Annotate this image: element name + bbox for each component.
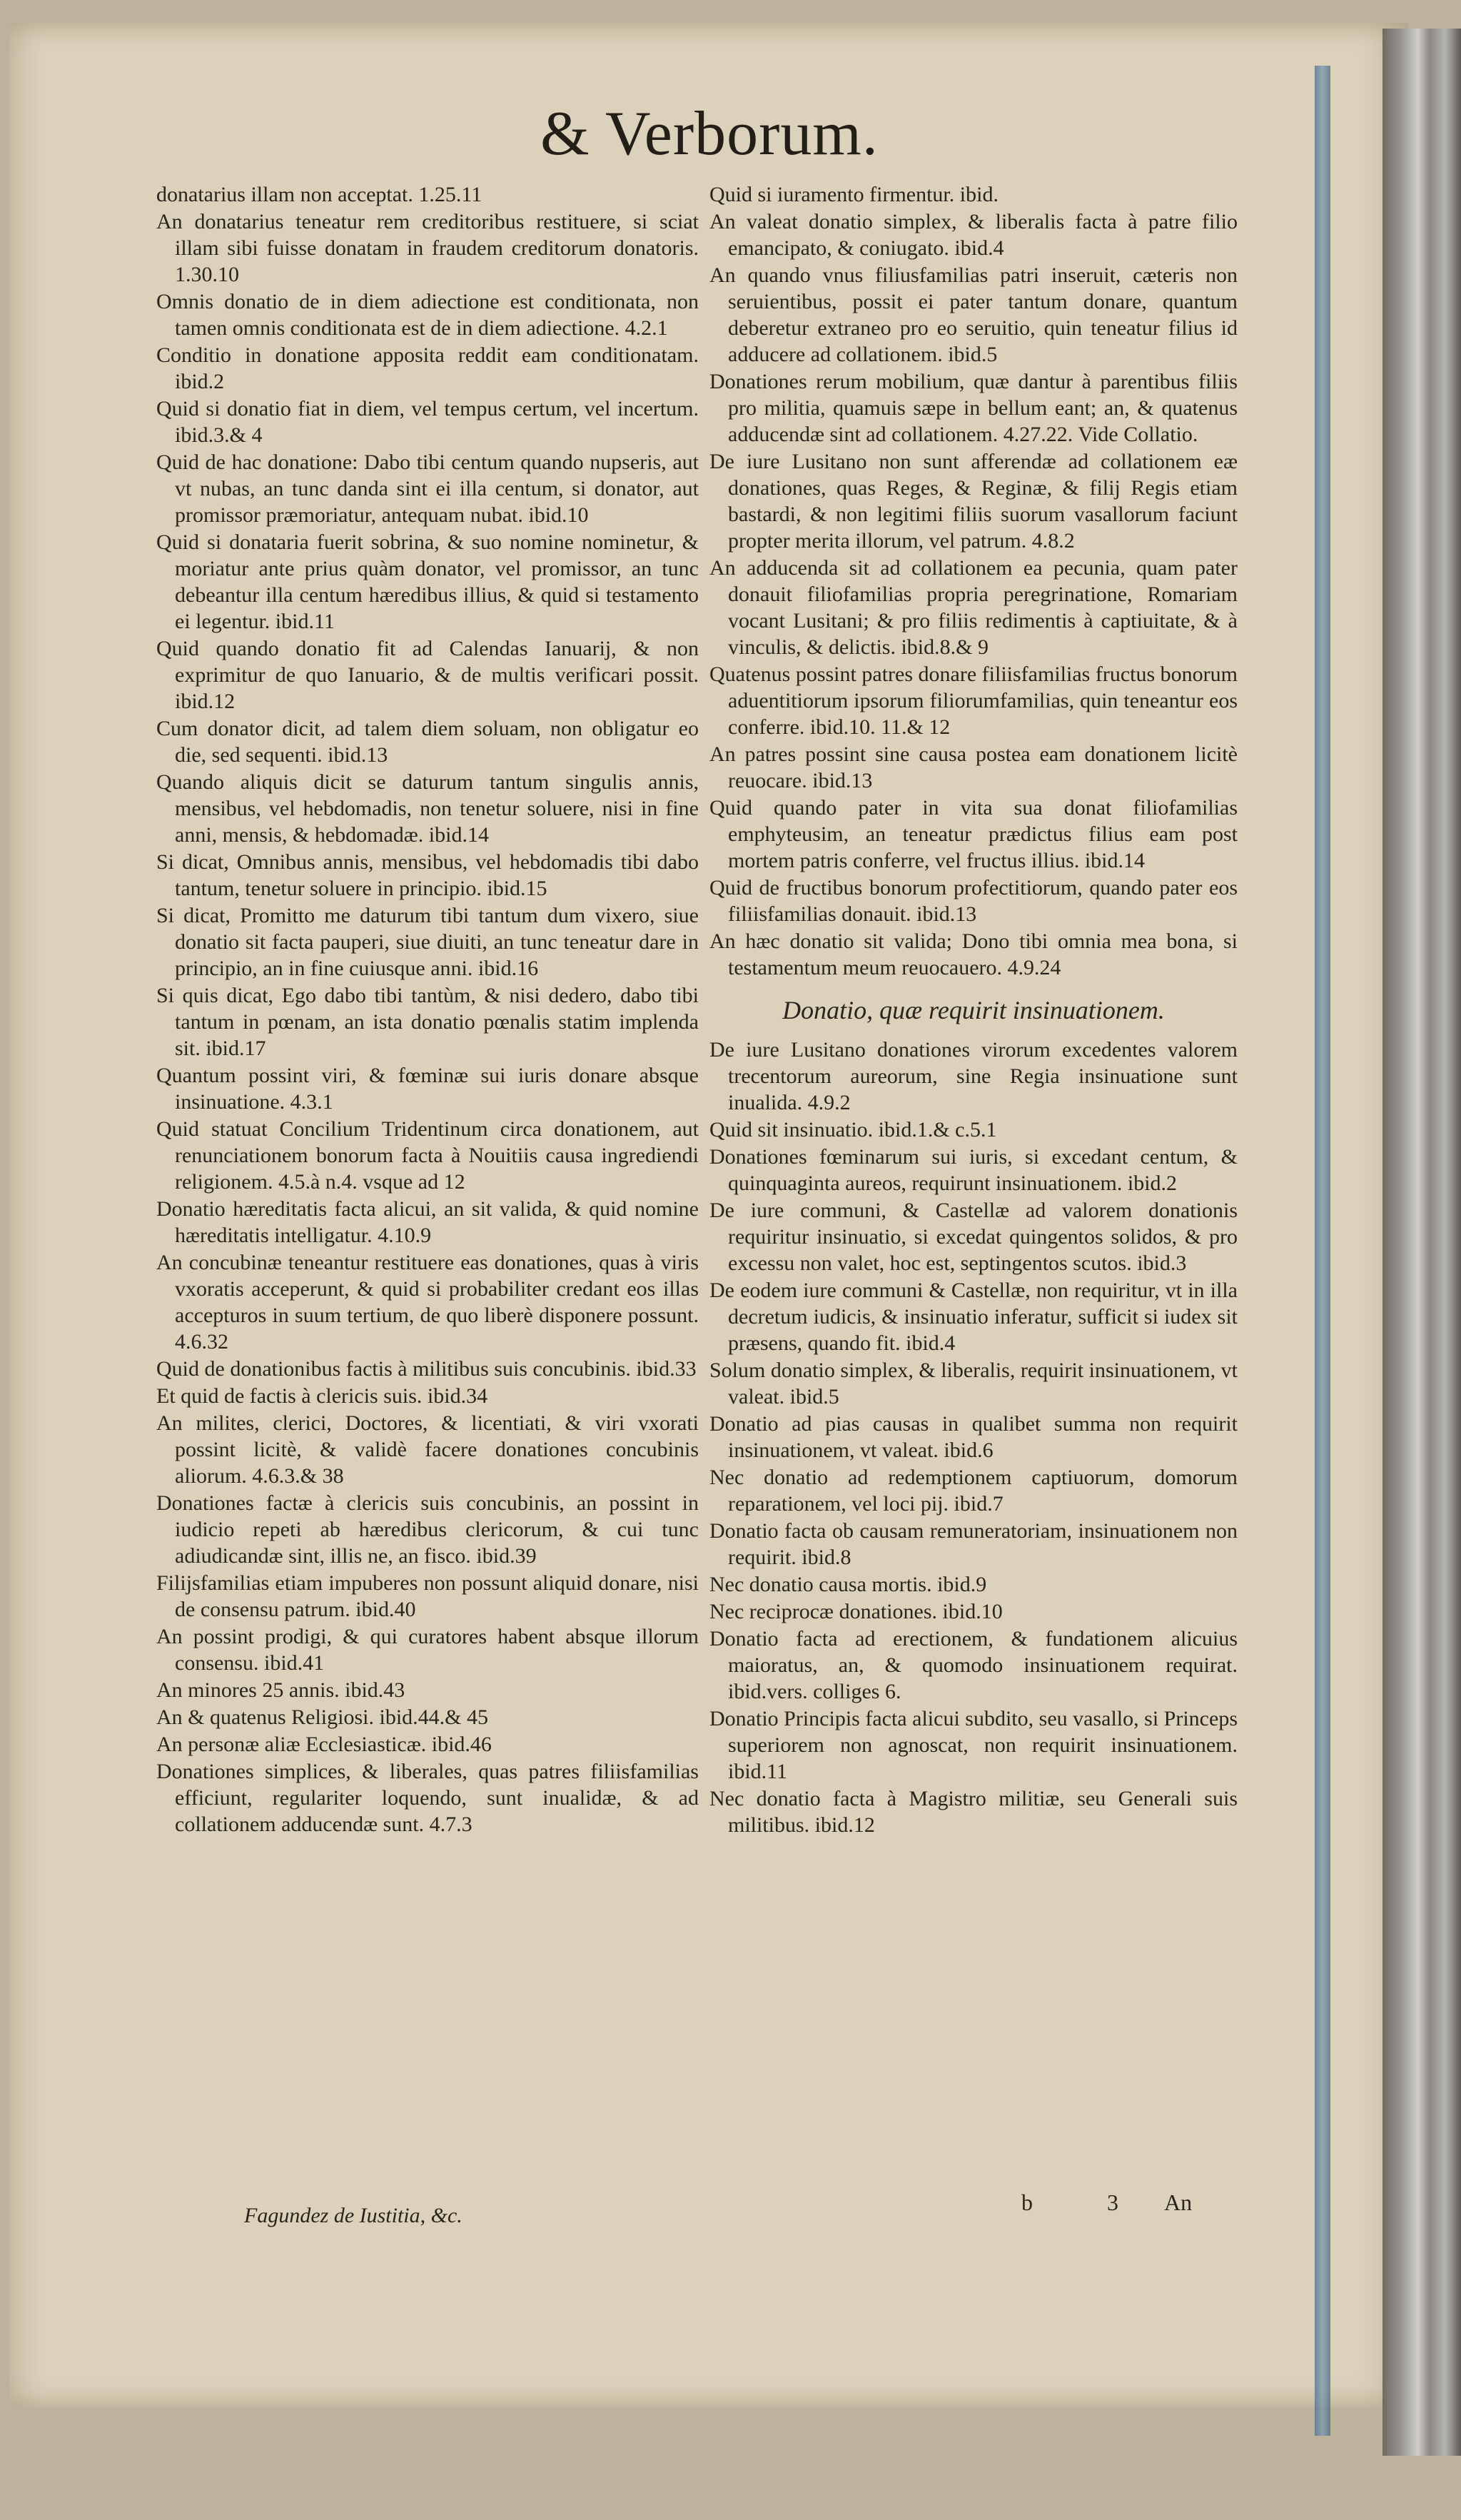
footer-catchline bbox=[1021, 2189, 1235, 2216]
index-entry: Conditio in donatione apposita reddit eam conditionatam. ibid.2 bbox=[156, 343, 699, 393]
index-entry: Quid de fructibus bonorum profectitiorum, quando pater eos filiisfamilias donauit. ibid.13 bbox=[709, 876, 1238, 926]
index-entry: De iure communi, & Castellæ ad valorem donationis requiritur insinuatio, si excedat quingentos solidos, & pro excessu non valet, hoc est, septingentos scutos. ibid.3 bbox=[709, 1199, 1238, 1275]
index-entry: Quid si donataria fuerit sobrina, & suo nomine nominetur, & moriatur ante prius quàm donator, vel promissor, an tunc debeantur illa centum hæredibus illius, & quid si testamento ei legentur. ibid.11 bbox=[156, 530, 699, 633]
index-entry: Donatio Principis facta alicui subdito, seu vasallo, si Princeps superiorem non agnoscat, non requirit insinuationem. ibid.11 bbox=[709, 1707, 1238, 1783]
index-entry: Donatio hæreditatis facta alicui, an sit valida, & quid nomine hæreditatis intelligatur. 4.10.9 bbox=[156, 1197, 699, 1247]
book-page-edge bbox=[1382, 29, 1461, 2456]
index-entry: De eodem iure communi & Castellæ, non requiritur, vt in illa decretum iudicis, & insinuatio inferatur, sufficit si iudex sit præsens, quando fit. ibid.4 bbox=[709, 1279, 1238, 1355]
index-entry: Quid quando donatio fit ad Calendas Ianuarij, & non exprimitur de quo Ianuario, & de multis verificari possit. ibid.12 bbox=[156, 637, 699, 713]
index-entry: An possint prodigi, & qui curatores habent absque illorum consensu. ibid.41 bbox=[156, 1625, 699, 1675]
index-entry: Quatenus possint patres donare filiisfamilias fructus bonorum aduentitiorum ipsorum filiorumfamilias, quin teneantur eos conferre. ibid.10. 11.& 12 bbox=[709, 662, 1238, 739]
index-entry: Nec reciprocæ donationes. ibid.10 bbox=[709, 1600, 1003, 1623]
index-entry: Quid statuat Concilium Tridentinum circa donationem, aut renunciationem bonorum facta à Nouitiis causa ingrediendi religionem. 4.5.à n.4. vsque ad 12 bbox=[156, 1117, 699, 1194]
index-entry: Quid sit insinuatio. ibid.1.& c.5.1 bbox=[709, 1118, 997, 1141]
index-entry: Donationes fœminarum sui iuris, si excedant centum, & quinquaginta aureos, requirunt insinuationem. ibid.2 bbox=[709, 1145, 1238, 1195]
index-entry: An patres possint sine causa postea eam donationem licitè reuocare. ibid.13 bbox=[709, 742, 1238, 792]
index-entry: Donationes factæ à clericis suis concubinis, an possint in iudicio repeti ab hæredibus clericorum, & cui tunc adiudicandæ sint, illis ne, an fisco. ibid.39 bbox=[156, 1491, 699, 1568]
index-entry: An concubinæ teneantur restituere eas donationes, quas à viris vxoratis acceperunt, & quid si probabiliter credant eos illas accepturos in suum tertium, de quo liberè disponere possunt. 4.6.32 bbox=[156, 1251, 699, 1354]
index-entry: Quantum possint viri, & fœminæ sui iuris donare absque insinuatione. 4.3.1 bbox=[156, 1064, 699, 1114]
index-entry: Donationes rerum mobilium, quæ dantur à parentibus filiis pro militia, quamuis sæpe in bellum eant; an, & quatenus adducendæ sint ad collationem. 4.27.22. Vide Collatio. bbox=[709, 370, 1238, 446]
index-entry: donatarius illam non acceptat. 1.25.11 bbox=[156, 183, 482, 206]
catchword: An bbox=[1164, 2189, 1193, 2215]
index-entry: Donatio facta ob causam remuneratoriam, insinuationem non requirit. ibid.8 bbox=[709, 1519, 1238, 1569]
footer-signature: Fagundez de Iustitia, &c. bbox=[244, 2204, 462, 2227]
index-entry: Quid quando pater in vita sua donat filiofamilias emphyteusim, an teneatur prædictus filius eam post mortem patris conferre, vel fructus illius. ibid.14 bbox=[709, 796, 1238, 872]
index-entry: Quid de hac donatione: Dabo tibi centum quando nupseris, aut vt nubas, an tunc danda sint ei illa centum, si donator, aut promissor præmoriatur, antequam nubat. ibid.10 bbox=[156, 450, 699, 527]
right-column bbox=[709, 181, 1238, 1839]
index-entry: Et quid de factis à clericis suis. ibid.34 bbox=[156, 1384, 488, 1408]
index-entry: Nec donatio causa mortis. ibid.9 bbox=[709, 1573, 987, 1596]
index-entry: Quid si iuramento firmentur. ibid. bbox=[709, 183, 999, 206]
index-entry: Omnis donatio de in diem adiectione est conditionata, non tamen omnis conditionata est de in diem adiectione. 4.2.1 bbox=[156, 290, 699, 340]
index-entry: Quid de donationibus factis à militibus suis concubinis. ibid.33 bbox=[156, 1357, 697, 1381]
sheet-number: 3 bbox=[1107, 2189, 1118, 2215]
index-entry: Quid si donatio fiat in diem, vel tempus certum, vel incertum. ibid.3.& 4 bbox=[156, 397, 699, 447]
index-entry: An minores 25 annis. ibid.43 bbox=[156, 1678, 405, 1702]
index-entry: Quando aliquis dicit se daturum tantum singulis annis, mensibus, vel hebdomadis, non tenetur soluere, nisi in fine anni, mensis, & hebdomadæ. ibid.14 bbox=[156, 770, 699, 847]
book-page bbox=[10, 23, 1409, 2407]
index-entry: De iure Lusitano non sunt afferendæ ad collationem eæ donationes, quas Reges, & Reginæ, & filij Regis etiam bastardi, & non legitimi filiis suorum vasallorum faciunt propter merita illorum, vel patrum. 4.8.2 bbox=[709, 450, 1238, 553]
index-entry: An quando vnus filiusfamilias patri inseruit, cæteris non seruientibus, possit ei pater tantum donare, quantum deberetur extraneo pro eo seruitio, quin teneatur filius id adducere ad collationem. ibid.5 bbox=[709, 263, 1238, 366]
right-column-entries-a bbox=[709, 181, 1238, 981]
running-head: & Verborum. bbox=[540, 99, 879, 168]
index-entry: An valeat donatio simplex, & liberalis facta à patre filio emancipato, & coniugato. ibid.4 bbox=[709, 210, 1238, 260]
index-entry: Donatio ad pias causas in qualibet summa non requirit insinuationem, vt valeat. ibid.6 bbox=[709, 1412, 1238, 1462]
index-entry: An adducenda sit ad collationem ea pecunia, quam pater donauit filiofamilias propria peregrinatione, Romariam vocant Lusitani; & pro filiis redimentis à captiuitate, & à vinculis, & delictis. ibid.8.& 9 bbox=[709, 556, 1238, 659]
index-entry: Donationes simplices, & liberales, quas patres filiisfamilias efficiunt, regulariter loquendo, sunt inualidæ, & ad collationem adducendæ sunt. 4.7.3 bbox=[156, 1760, 699, 1836]
page-edge-strip bbox=[1315, 66, 1330, 2436]
index-entry: An hæc donatio sit valida; Dono tibi omnia mea bona, si testamentum meum reuocauero. 4.9.24 bbox=[709, 929, 1238, 979]
index-entry: Nec donatio facta à Magistro militiæ, seu Generali suis militibus. ibid.12 bbox=[709, 1787, 1238, 1837]
index-entry: De iure Lusitano donationes virorum excedentes valorem trecentorum aureorum, sine Regia insinuatione sunt inualida. 4.9.2 bbox=[709, 1038, 1238, 1114]
index-entry: Si quis dicat, Ego dabo tibi tantùm, & nisi dedero, dabo tibi tantum in pœnam, an ista donatio pœnalis statim implenda sit. ibid.17 bbox=[156, 984, 699, 1060]
index-entry: Solum donatio simplex, & liberalis, requirit insinuationem, vt valeat. ibid.5 bbox=[709, 1359, 1238, 1408]
left-column bbox=[156, 181, 699, 1838]
index-entry: Cum donator dicit, ad talem diem soluam, non obligatur eo die, sed sequenti. ibid.13 bbox=[156, 717, 699, 767]
index-entry: An personæ aliæ Ecclesiasticæ. ibid.46 bbox=[156, 1733, 492, 1756]
section-subheading: Donatio, quæ requirit insinuationem. bbox=[782, 996, 1165, 1024]
index-entry: Filijsfamilias etiam impuberes non possunt aliquid donare, nisi de consensu patrum. ibid.40 bbox=[156, 1571, 699, 1621]
index-entry: Si dicat, Omnibus annis, mensibus, vel hebdomadis tibi dabo tantum, tenetur soluere in principio. ibid.15 bbox=[156, 850, 699, 900]
index-entry: An donatarius teneatur rem creditoribus restituere, si sciat illam sibi fuisse donatam in fraudem creditorum donatoris. 1.30.10 bbox=[156, 210, 699, 286]
right-column-entries-b bbox=[709, 1037, 1238, 1838]
index-entry: Nec donatio ad redemptionem captiuorum, domorum reparationem, vel loci pij. ibid.7 bbox=[709, 1466, 1238, 1516]
index-entry: Si dicat, Promitto me daturum tibi tantum dum vixero, siue donatio sit facta pauperi, siue diuiti, an tunc teneatur dare in principio, an in fine cuiusque anni. ibid.16 bbox=[156, 904, 699, 980]
index-entry: Donatio facta ad erectionem, & fundationem alicuius maioratus, an, & quomodo insinuationem requirat. ibid.vers. colliges 6. bbox=[709, 1627, 1238, 1703]
sheet-signature: b bbox=[1021, 2189, 1033, 2215]
index-entry: An & quatenus Religiosi. ibid.44.& 45 bbox=[156, 1705, 488, 1729]
index-entry: An milites, clerici, Doctores, & licentiati, & viri vxorati possint licitè, & validè facere donationes concubinis aliorum. 4.6.3.& 38 bbox=[156, 1411, 699, 1488]
